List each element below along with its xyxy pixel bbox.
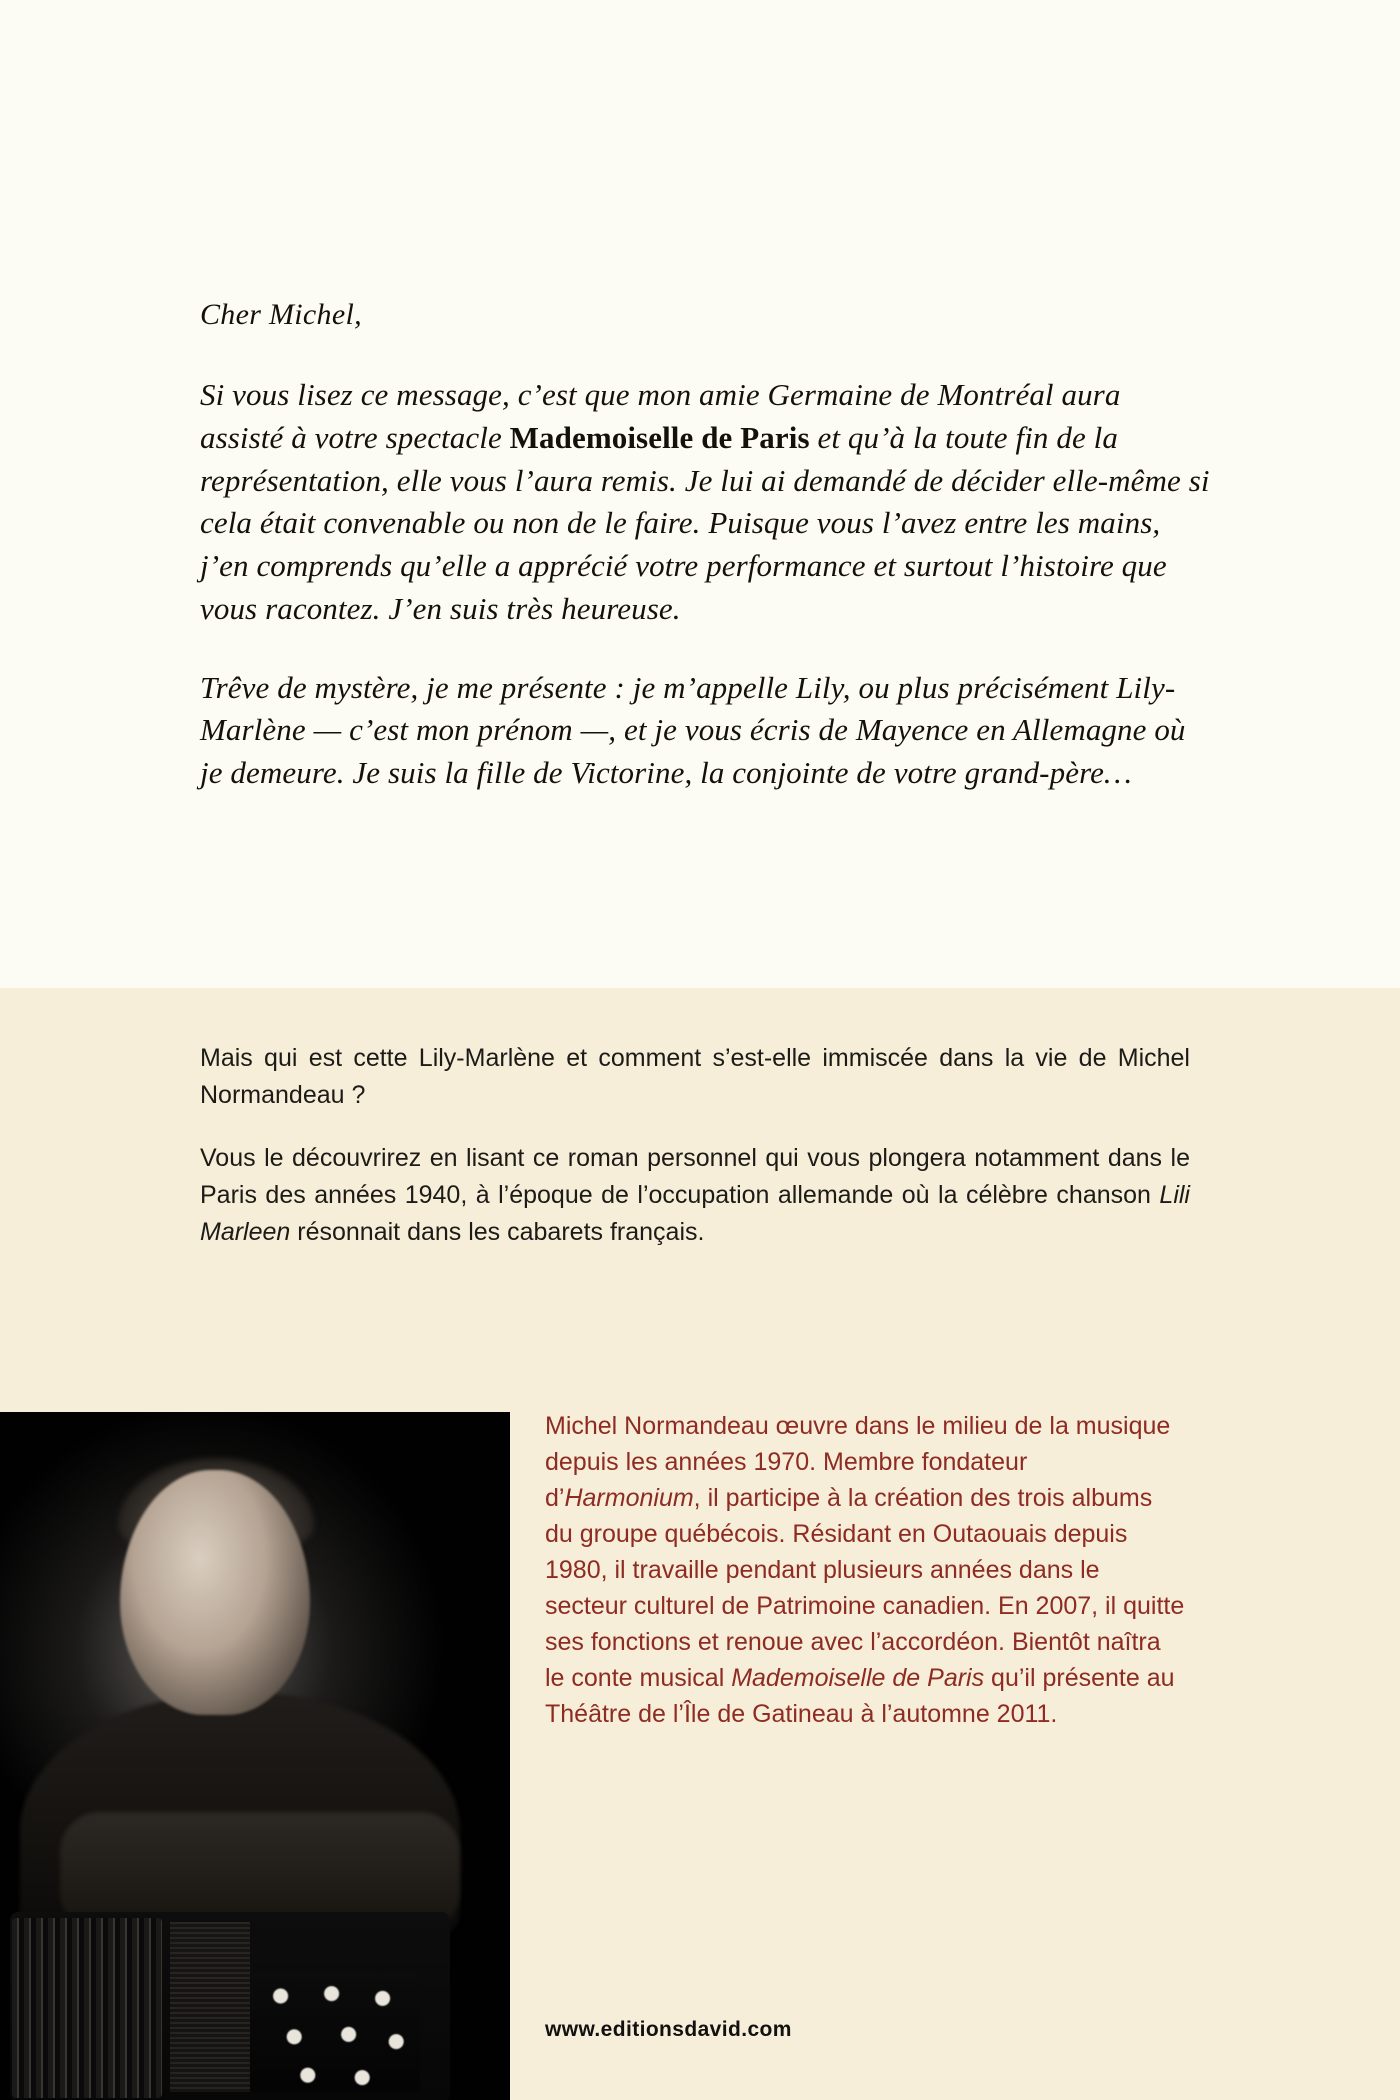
blurb-p2-part-b: résonnait dans les cabarets français. bbox=[290, 1218, 705, 1246]
letter-p1-part-a: Si vous lisez ce message, c’est que mon amie Germaine de Montréal aura assisté à votre spectacle bbox=[200, 377, 1121, 455]
bio-part-b: , il participe à la création des trois albums du groupe québécois. Résidant en Outaouais depuis 1980, il travaille pendant plusieurs années dans le secteur culturel de Patrimoine canadien. En 2007, il quitte ses fonctions et renoue avec l’accordéon. Bientôt naîtra le conte musical bbox=[545, 1484, 1185, 1692]
accordion-bellows bbox=[12, 1918, 162, 2098]
letter-p1-part-b: et qu’à la toute fin de la représentation, elle vous l’aura remis. Je lui ai demandé de décider elle-même si cela était convenable ou non de le faire. Puisque vous l’avez entre les mains, j’en comprends qu’elle a apprécié votre performance et surtout l’histoire que vous racontez. J’en suis très heureuse. bbox=[200, 419, 1210, 626]
author-photo bbox=[0, 1412, 510, 2100]
publisher-website[interactable]: www.editionsdavid.com bbox=[545, 2018, 792, 2041]
handwritten-letter bbox=[200, 295, 1210, 795]
book-blurb bbox=[200, 1040, 1190, 1251]
photo-head bbox=[120, 1470, 310, 1715]
author-bio bbox=[545, 1408, 1185, 1732]
blurb-paragraph-1: Mais qui est cette Lily-Marlène et comment s’est-elle immiscée dans la vie de Michel Normandeau ? bbox=[200, 1044, 1190, 1109]
blurb-p2-part-a: Vous le découvrirez en lisant ce roman personnel qui vous plongera notamment dans le Paris des années 1940, à l’époque de l’occupation allemande où la célèbre chanson bbox=[200, 1144, 1190, 1209]
letter-band bbox=[0, 0, 1400, 988]
bio-part-c: qu’il présente au Théâtre de l’Île de Gatineau à l’automne 2011. bbox=[545, 1664, 1175, 1728]
accordion-grille bbox=[170, 1922, 250, 2092]
accordion-keys bbox=[250, 1972, 420, 2092]
bio-show-title: Mademoiselle de Paris bbox=[731, 1664, 985, 1692]
letter-salutation: Cher Michel, bbox=[200, 298, 362, 331]
blurb-paragraph-2 bbox=[200, 1140, 1190, 1251]
letter-show-title: Mademoiselle de Paris bbox=[509, 419, 810, 455]
blurb-song-title: Lili Marleen bbox=[200, 1181, 1190, 1246]
bio-band-title: Harmonium bbox=[564, 1484, 694, 1512]
letter-paragraph-2: Trêve de mystère, je me présente : je m’appelle Lily, ou plus précisément Lily-Marlène — c’est mon prénom —, et je vous écris de Mayence en Allemagne où je demeure. Je suis la fille de Victorine, la conjointe de votre grand-père… bbox=[200, 669, 1186, 791]
bio-part-a: Michel Normandeau œuvre dans le milieu de la musique depuis les années 1970. Membre fondateur d’ bbox=[545, 1412, 1171, 1512]
letter-paragraph-1 bbox=[200, 374, 1210, 631]
